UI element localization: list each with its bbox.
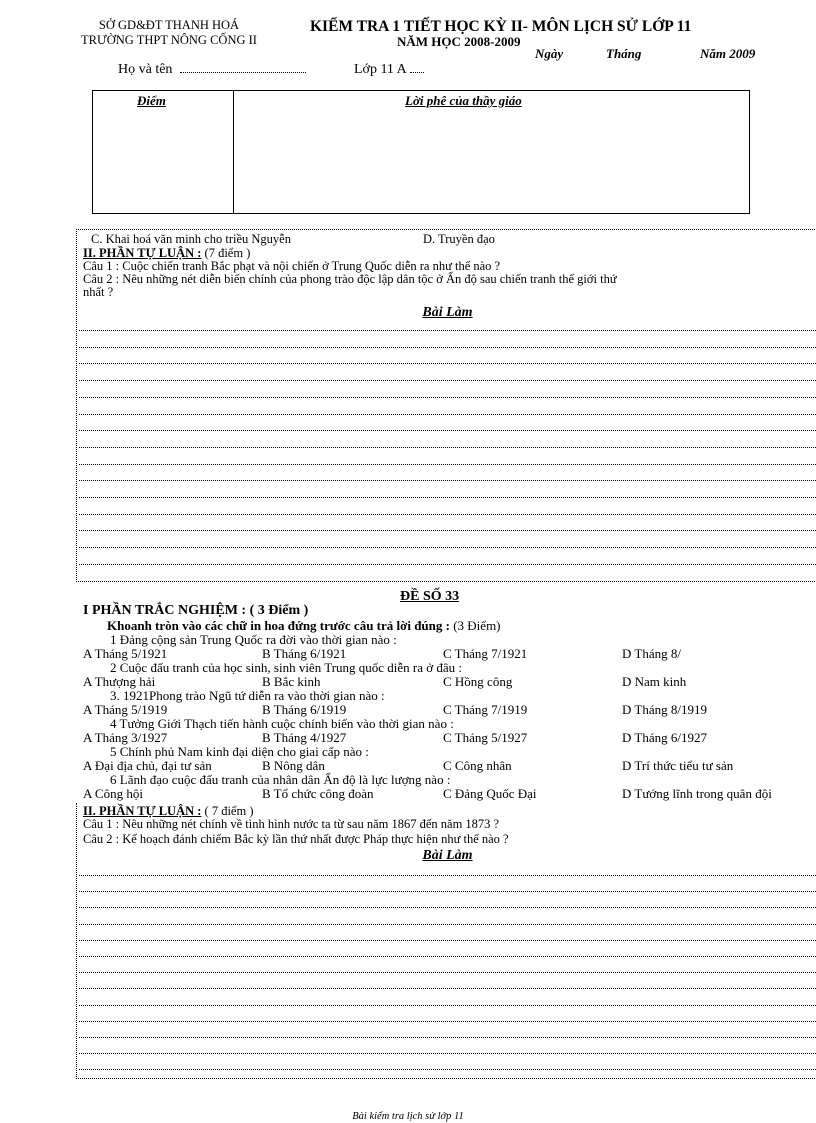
answer-line[interactable] [79,464,816,465]
student-name-row [118,62,306,78]
score-label: Điểm [137,93,166,108]
answer-line[interactable] [79,530,816,531]
answer-line[interactable] [79,330,816,331]
answer-option-c[interactable]: C Công nhân [443,758,512,773]
school-year: NĂM HỌC 2008-2009 [397,34,521,49]
part2-title-2: II. PHẦN TỰ LUẬN : [83,804,202,818]
part2-points-2: ( 7 điểm ) [204,804,254,818]
answer-option-a[interactable]: A Công hội [83,786,143,801]
answer-option-d[interactable]: D Tháng 8/ [622,646,681,661]
class-field[interactable] [410,72,424,73]
answer-line[interactable] [79,363,816,364]
carry-option-d: D. Truyền đạo [423,232,495,246]
answer-option-b[interactable]: B Tháng 6/1921 [262,646,347,661]
exam-code: ĐỀ SỐ 33 [400,589,460,604]
name-label: Họ và tên [118,62,173,77]
date-month: Tháng [606,46,642,61]
answer-line[interactable] [79,1037,816,1038]
question-2: Câu 2 : Nêu những nét diễn biến chính của phong trào độc lập dân tộc ở Ấn độ sau chiến tranh thế giới thứ [83,272,617,286]
question-1: Câu 1 : Cuộc chiến tranh Bắc phạt và nội chiến ở Trung Quốc diễn ra như thế nào ? [83,259,501,273]
header-department [74,18,264,48]
question-2-cont: nhất ? [83,285,114,299]
answer-line[interactable] [79,907,816,908]
score-table [92,90,750,214]
class-label: Lớp 11 A [354,62,407,77]
answer-line[interactable] [79,497,816,498]
answer-line[interactable] [79,1021,816,1022]
answer-line[interactable] [79,988,816,989]
instruction-points: (3 Điểm) [453,618,501,633]
answer-line[interactable] [79,1005,816,1006]
score-column [93,91,234,213]
answer-option-b[interactable]: B Bắc kinh [262,674,321,689]
part1-title: I PHẦN TRẮC NGHIỆM : [83,603,247,618]
answer-line[interactable] [79,514,816,515]
part2-points: (7 điểm ) [204,246,251,260]
exam-title: KIỂM TRA 1 TIẾT HỌC KỲ II- MÔN LỊCH SỬ LỚP 11 [310,18,692,35]
essay-section-2 [76,803,816,1079]
answer-option-b[interactable]: B Tháng 4/1927 [262,730,347,745]
answer-option-a[interactable]: A Tháng 5/1919 [83,702,168,717]
date-year: Năm 2009 [700,46,756,61]
answer-line[interactable] [79,875,816,876]
answer-line[interactable] [79,347,816,348]
answer-line[interactable] [79,380,816,381]
answer-option-c[interactable]: C Đảng Quốc Đại [443,786,537,801]
answer-line[interactable] [79,414,816,415]
name-field[interactable] [180,72,306,73]
answer-option-b[interactable]: B Nông dân [262,758,325,773]
answer-option-c[interactable]: C Tháng 7/1919 [443,702,528,717]
work-title: Bài Làm [422,305,473,320]
essay-section-1 [76,229,816,582]
answer-line[interactable] [79,972,816,973]
part1-header [83,603,308,619]
answer-option-c[interactable]: C Hồng công [443,674,513,689]
answer-line[interactable] [79,480,816,481]
answer-line[interactable] [79,956,816,957]
answer-line[interactable] [79,1053,816,1054]
part1-points: ( 3 Điểm ) [249,603,309,618]
answer-line[interactable] [79,447,816,448]
question-text: 6 Lãnh đạo cuộc đấu tranh của nhân dân Ấn độ là lực lượng nào : [110,772,451,787]
date-day: Ngày [535,46,564,61]
school-name: TRƯỜNG THPT NÔNG CỐNG II [81,33,257,47]
question-2-1: Câu 1 : Nêu những nét chính về tình hình nước ta từ sau năm 1867 đến năm 1873 ? [83,817,500,831]
answer-option-d[interactable]: D Tướng lĩnh trong quân đội [622,786,772,801]
answer-option-b[interactable]: B Tháng 6/1919 [262,702,347,717]
answer-option-c[interactable]: C Tháng 5/1927 [443,730,528,745]
teacher-comment-label: Lời phê của thầy giáo [405,93,522,108]
answer-option-c[interactable]: C Tháng 7/1921 [443,646,528,661]
answer-option-d[interactable]: D Tháng 8/1919 [622,702,707,717]
work-title-2: Bài Làm [422,848,473,863]
question-text: 3. 1921Phong trào Ngũ tứ diễn ra vào thời gian nào : [110,688,385,703]
answer-line[interactable] [79,564,816,565]
carry-option-c: C. Khai hoá văn minh cho triều Nguyễn [91,232,291,246]
page-footer: Bài kiểm tra lịch sử lớp 11 [352,1111,464,1122]
answer-option-d[interactable]: D Tháng 6/1927 [622,730,707,745]
department-name: SỞ GD&ĐT THANH HOÁ [98,18,240,32]
question-2-2: Câu 2 : Kế hoạch đánh chiếm Bắc kỳ lần thứ nhất được Pháp thực hiện như thế nào ? [83,832,509,846]
question-text: 5 Chính phủ Nam kinh đại diện cho giai cấp nào : [110,744,369,759]
answer-option-a[interactable]: A Tháng 3/1927 [83,730,168,745]
question-text: 2 Cuộc đấu tranh của học sinh, sinh viên Trung quốc diễn ra ở đâu : [110,660,463,675]
answer-line[interactable] [79,924,816,925]
question-text: 4 Tưởng Giới Thạch tiến hành cuộc chính biến vào thời gian nào : [110,716,454,731]
question-text: 1 Đảng cộng sản Trung Quốc ra đời vào thời gian nào : [110,632,397,647]
class-row [354,62,424,78]
answer-option-b[interactable]: B Tổ chức công đoàn [262,786,374,801]
answer-option-a[interactable]: A Thượng hải [83,674,156,689]
answer-line[interactable] [79,430,816,431]
answer-option-d[interactable]: D Trí thức tiểu tư sản [622,758,734,773]
answer-option-a[interactable]: A Đại địa chủ, đại tư sản [83,758,212,773]
answer-line[interactable] [79,547,816,548]
answer-line[interactable] [79,940,816,941]
answer-line[interactable] [79,891,816,892]
instruction: Khoanh tròn vào các chữ in hoa đứng trước câu trả lời đúng : [107,618,450,633]
answer-option-a[interactable]: A Tháng 5/1921 [83,646,168,661]
answer-line[interactable] [79,397,816,398]
part2-title: II. PHẦN TỰ LUẬN : [83,246,202,260]
answer-line[interactable] [79,1069,816,1070]
answer-option-d[interactable]: D Nam kinh [622,674,687,689]
